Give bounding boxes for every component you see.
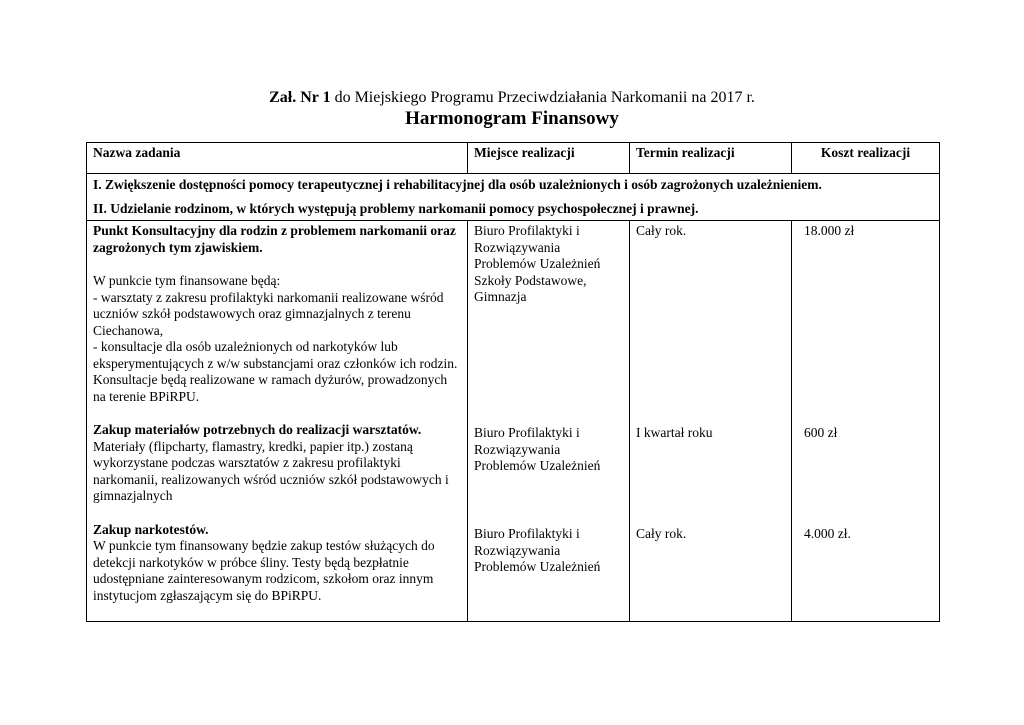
task-cell xyxy=(87,221,468,622)
section-line-2: II. Udzielanie rodzinom, w których występują problemy narkomanii pomocy psychospołecznej i prawnej. xyxy=(93,201,699,216)
task-2-line-1: Materiały (flipcharty, flamastry, kredki, papier itp.) zostaną wykorzystane podczas warsztatów z zakresu profilaktyki narkomanii, realizowanych wśród uczniów szkół podstawowych i gimnazjalnych xyxy=(93,438,449,503)
task-3-place: Biuro Profilaktyki i Rozwiązywania Problemów Uzależnień xyxy=(474,526,601,574)
place-cell xyxy=(468,221,630,622)
column-header-task: Nazwa zadania xyxy=(87,143,468,174)
attachment-prefix: Zał. Nr 1 xyxy=(269,89,331,106)
task-1-title: Punkt Konsultacyjny dla rodzin z problemem narkomanii oraz zagrożonych tym zjawiskiem. xyxy=(93,223,456,255)
section-cell xyxy=(87,174,940,221)
task-1-line-3: - konsultacje dla osób uzależnionych od narkotyków lub eksperymentujących z w/w substancjami oraz członków ich rodzin. Konsultacje będą realizowane w ramach dyżurów, prowadzonych na terenie BPiRPU. xyxy=(93,339,458,404)
task-3-cost: 4.000 zł. xyxy=(804,526,851,541)
table-header-row xyxy=(87,143,940,174)
task-2 xyxy=(93,422,461,505)
task-3-line-1: W punkcie tym finansowany będzie zakup testów służących do detekcji narkotyków w próbce śliny. Testy będą bezpłatnie udostępniane zainteresowanym rodzicom, szkołom oraz innym instytucjom zgłaszającym się do BPiRPU. xyxy=(93,538,435,603)
task-1-line-2: - warsztaty z zakresu profilaktyki narkomanii realizowane wśród uczniów szkół podstawowych oraz gimnazjalnych z terenu Ciechanowa, xyxy=(93,289,444,338)
column-header-place: Miejsce realizacji xyxy=(468,143,630,174)
schedule-table xyxy=(86,142,940,622)
section-line-1: I. Zwiększenie dostępności pomocy terapeutycznej i rehabilitacyjnej dla osób uzależnionych i osób zagrożonych uzależnieniem. xyxy=(93,177,822,192)
column-header-term: Termin realizacji xyxy=(630,143,792,174)
task-3 xyxy=(93,522,461,605)
task-1-term: Cały rok. xyxy=(636,223,687,238)
cost-cell xyxy=(792,221,940,622)
attachment-line xyxy=(0,89,1024,107)
column-header-cost: Koszt realizacji xyxy=(792,143,940,174)
page-title: Harmonogram Finansowy xyxy=(405,108,619,129)
task-1-line-1: W punkcie tym finansowane będą: xyxy=(93,273,281,288)
table-row xyxy=(87,221,940,622)
task-2-term: I kwartał roku xyxy=(636,425,713,440)
task-2-title: Zakup materiałów potrzebnych do realizacji warsztatów. xyxy=(93,422,422,437)
task-2-place: Biuro Profilaktyki i Rozwiązywania Problemów Uzależnień xyxy=(474,425,601,473)
section-row xyxy=(87,174,940,221)
task-2-cost: 600 zł xyxy=(804,425,838,440)
term-cell xyxy=(630,221,792,622)
task-3-term: Cały rok. xyxy=(636,526,687,541)
task-1-place: Biuro Profilaktyki i Rozwiązywania Problemów Uzależnień Szkoły Podstawowe, Gimnazja xyxy=(474,223,601,304)
attachment-rest: do Miejskiego Programu Przeciwdziałania Narkomanii na 2017 r. xyxy=(334,89,755,106)
task-3-title: Zakup narkotestów. xyxy=(93,521,209,537)
task-1 xyxy=(93,223,461,405)
task-1-cost: 18.000 zł xyxy=(804,223,855,238)
